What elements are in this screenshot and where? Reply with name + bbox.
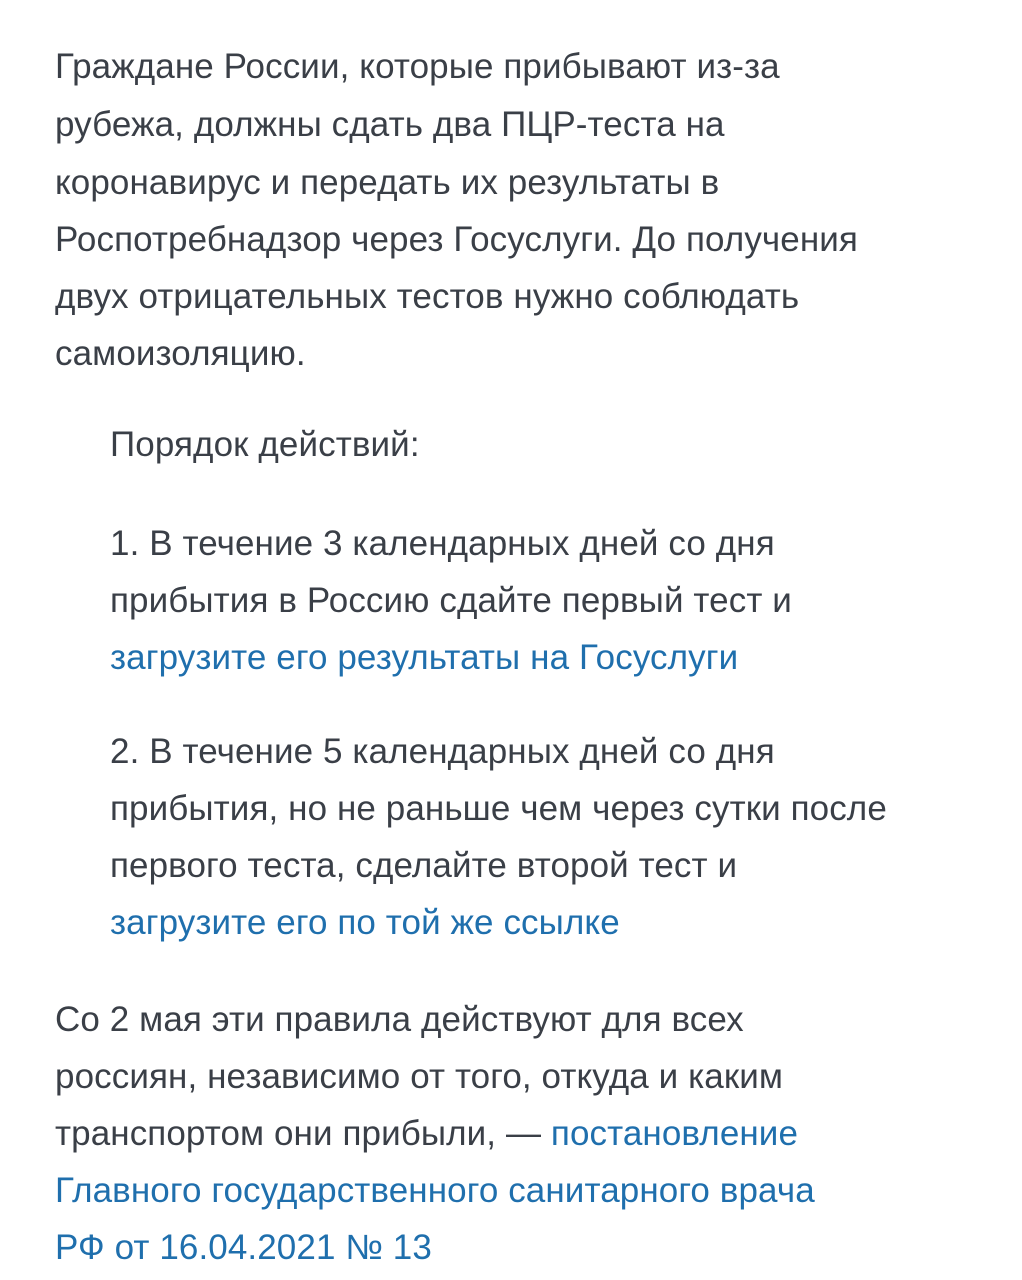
decree-link-part[interactable]: РФ от 16.04.2021 № 13 [55,1228,432,1267]
step-2-line: прибытия, но не раньше чем через сутки после [110,789,887,828]
step-2-line: первого теста, сделайте второй тест и [110,846,738,885]
footer-line-with-link [55,1105,798,1163]
procedure-heading: Порядок действий: [110,425,420,464]
intro-line: рубежа, должны сдать два ПЦР-теста на [55,105,725,144]
decree-link-part[interactable]: постановление [550,1114,799,1153]
intro-line: Граждане России, которые прибывают из-за [55,47,780,86]
decree-link-part[interactable]: Главного государственного санитарного врача [55,1171,815,1210]
upload-same-link[interactable]: загрузите его по той же ссылке [110,903,620,942]
footer-line: Со 2 мая эти правила действуют для всех [55,1000,744,1039]
intro-line: коронавирус и передать их результаты в [55,163,720,202]
footer-line-text: транспортом они прибыли, — [55,1114,551,1153]
footer-line: россиян, независимо от того, откуда и каким [55,1057,784,1096]
step-2-line: 2. В течение 5 календарных дней со дня [110,732,775,771]
upload-results-link[interactable]: загрузите его результаты на Госуслуги [110,638,739,677]
intro-line: самоизоляцию. [55,334,306,373]
step-1-line: прибытия в Россию сдайте первый тест и [110,581,792,620]
intro-line: Роспотребнадзор через Госуслуги. До получения [55,220,858,259]
intro-line: двух отрицательных тестов нужно соблюдать [55,277,800,316]
step-1-line: 1. В течение 3 календарных дней со дня [110,524,775,563]
